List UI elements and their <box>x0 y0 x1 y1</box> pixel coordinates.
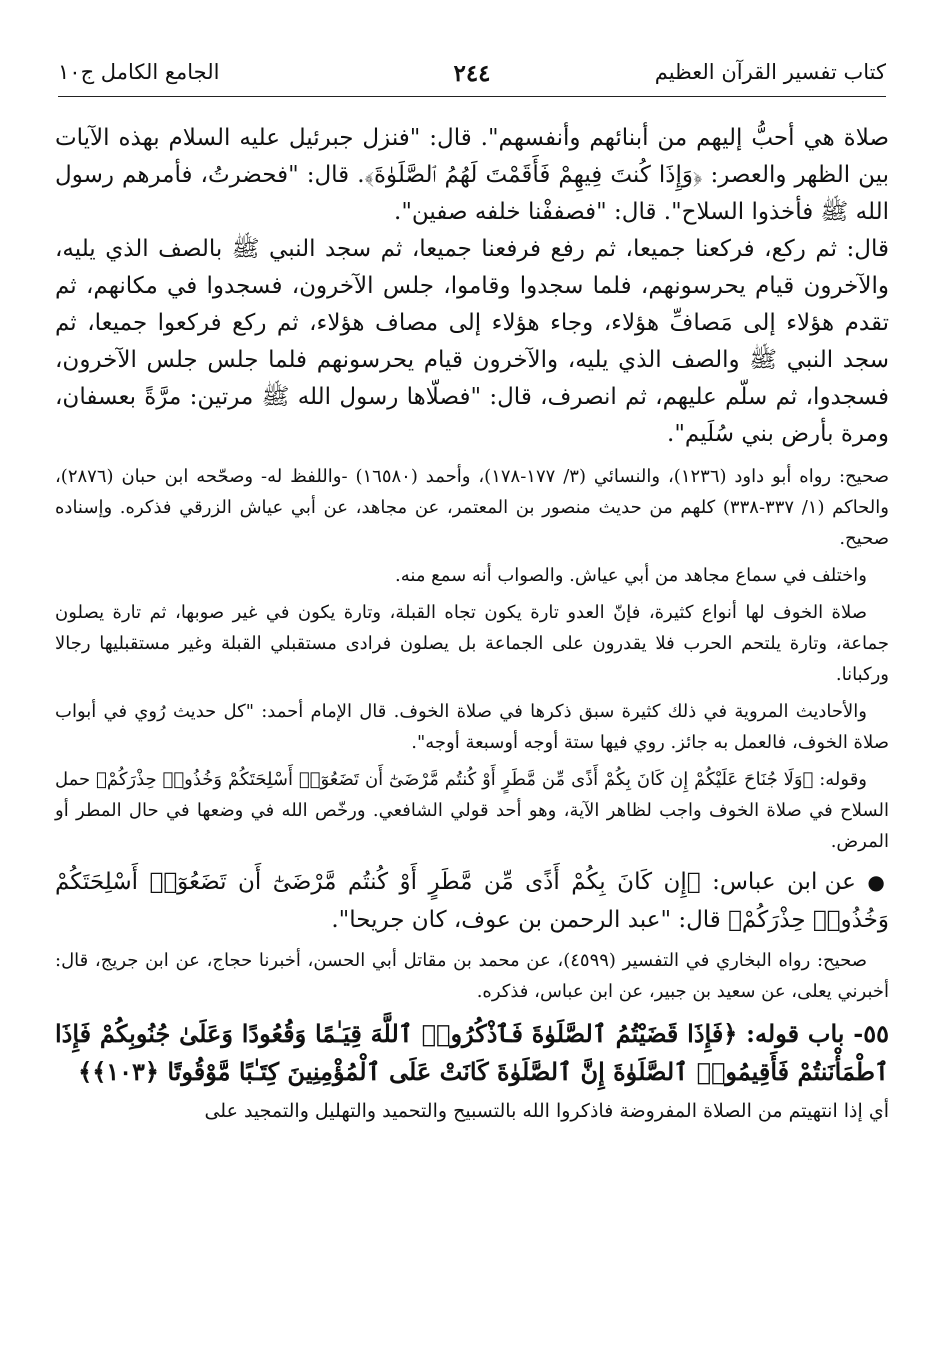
bullet-marker: ● <box>867 870 889 894</box>
takhrij-note-6: صحيح: رواه البخاري في التفسير (٤٥٩٩)، عن محمد بن مقاتل أبي الحسن، أخبرنا حجاج، عن ابن جريج، قال: أخبرني يعلى، عن سعيد بن جبير، عن ابن عباس، فذكره. <box>55 950 889 1002</box>
chapter-heading: ٥٥- باب قوله: ﴿فَإِذَا قَضَيْتُمُ ٱلصَّلَوٰةَ فَٱذْكُرُوا۟ ٱللَّهَ قِيَـٰمًا وَقُعُودًا وَعَلَىٰ جُنُوبِكُمْ فَإِذَا ٱطْمَأْنَنتُمْ فَأَقِيمُوا۟ ٱلصَّلَوٰةَ إِنَّ ٱلصَّلَوٰةَ كَانَتْ عَلَى ٱلْمُؤْمِنِينَ كِتَـٰبًا مَّوْقُوتًا ﴿١٠٣﴾﴾ <box>55 1019 889 1086</box>
ibn-abbas-text: عن ابن عباس: ﴿إِن كَانَ بِكُمْ أَذًى مِّن مَّطَرٍ أَوْ كُنتُم مَّرْضَىٰٓ أَن تَضَعُوٓا۟ أَسْلِحَتَكُمْ وَخُذُوا۟ حِذْرَكُمْ﴾ قال: "عبد الرحمن بن عوف، كان جريحا". <box>55 869 889 933</box>
book-title: كتاب تفسير القرآن العظيم <box>654 60 886 84</box>
commentary-note-4: والأحاديث المروية في ذلك كثيرة سبق ذكرها في صلاة الخوف. قال الإمام أحمد: "كل حديث رُوي في أبواب صلاة الخوف، فالعمل به جائز. روي فيها ستة أوجه أوسبعة أوجه". <box>55 701 889 753</box>
page-header <box>58 52 886 97</box>
hadith-paragraph-1: صلاة هي أحبُّ إليهم من أبنائهم وأنفسهم". قال: "فنزل جبرئيل عليه السلام بهذه الآيات بين الظهر والعصر: ﴿وَإِذَا كُنتَ فِيهِمْ فَأَقَمْتَ لَهُمُ ٱلصَّلَوٰةَ﴾. قال: "فحضرتُ، فأمرهم رسول الله ﷺ فأخذوا السلاح". قال: "فصففْنا خلفه صفين". <box>55 125 889 225</box>
tafsir-last-line: أي إذا انتهيتم من الصلاة المفروضة فاذكروا الله بالتسبيح والتحميد والتهليل والتمجيد على <box>204 1100 889 1122</box>
hadith-paragraph-2: قال: ثم ركع، فركعنا جميعا، ثم رفع فرفعنا جميعا، ثم سجد النبي ﷺ بالصف الذي يليه، والآخرون قيام يحرسونهم، فلما سجدوا وقاموا، جلس الآخرون، فسجدوا في مكانهم، ثم تقدم هؤلاء إلى مَصافِّ هؤلاء، وجاء هؤلاء إلى مصاف هؤلاء، ثم ركع فركعوا جميعا، ثم سجد النبي ﷺ والصف الذي يليه، والآخرون قيام يحرسونهم فلما جلس جلس الآخرون، فسجدوا، ثم سلّم عليهم، ثم انصرف، قال: "فصلّاها رسول الله ﷺ مرتين: مرَّةً بعسفان، ومرة بأرض بني سُلَيم". <box>55 236 889 447</box>
commentary-note-2: واختلف في سماع مجاهد من أبي عياش. والصواب أنه سمع منه. <box>395 565 867 586</box>
page-content <box>55 120 889 1127</box>
volume-label: الجامع الكامل ج١٠ <box>58 60 220 84</box>
page-number: ٢٤٤ <box>453 60 491 87</box>
commentary-note-5: وقوله: ﴿وَلَا جُنَاحَ عَلَيْكُمْ إِن كَانَ بِكُمْ أَذًى مِّن مَّطَرٍ أَوْ كُنتُم مَّرْضَىٰٓ أَن تَضَعُوٓا۟ أَسْلِحَتَكُمْ وَخُذُوا۟ حِذْرَكُمْ﴾ حمل السلاح في صلاة الخوف واجب لظاهر الآية، وهو أحد قولي الشافعي. ورخّص الله في وضعها في حال المطر أو المرض. <box>55 769 889 852</box>
ibn-abbas-hadith <box>55 863 889 939</box>
commentary-note-3: صلاة الخوف لها أنواع كثيرة، فإنّ العدو تارة يكون تجاه القبلة، وتارة يكون في غير صوبها، ثم تارة يصلون جماعة، وتارة يلتحم الحرب فلا يقدرون على الجماعة بل يصلون فرادى مستقبلي القبلة وغير مستقبليها رجالا وركبانا. <box>55 602 889 685</box>
takhrij-note-1: صحيح: رواه أبو داود (١٢٣٦)، والنسائي (٣/ ١٧٧-١٧٨)، وأحمد (١٦٥٨٠) -واللفظ له- وصحّحه ابن حبان (٢٨٧٦)، والحاكم (١/ ٣٣٧-٣٣٨) كلهم من حديث منصور بن المعتمر، عن مجاهد، عن أبي عياش الزرقي فذكره. وإسناده صحيح. <box>55 466 890 549</box>
